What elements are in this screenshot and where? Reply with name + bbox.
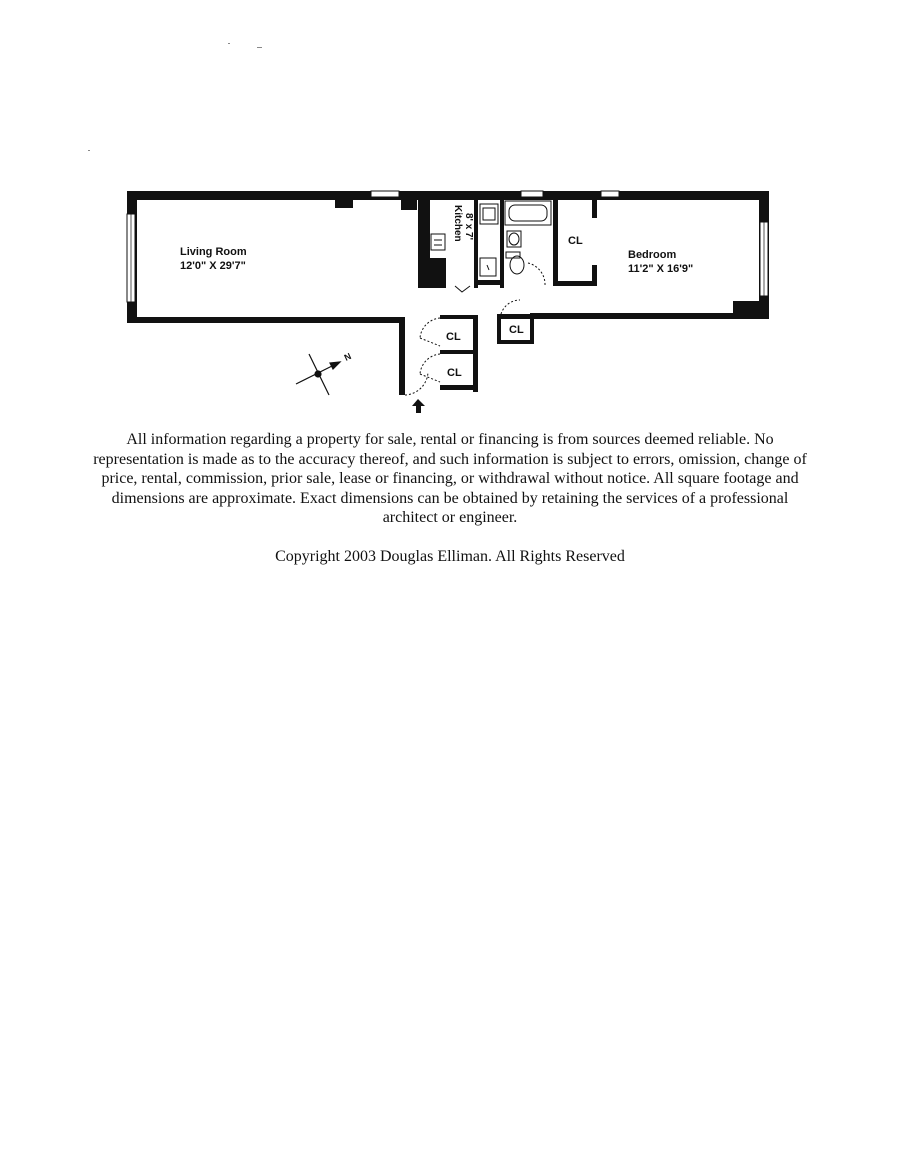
closet-label: CL	[509, 324, 524, 336]
floor-plan	[0, 0, 900, 430]
bedroom-name: Bedroom	[628, 249, 677, 261]
entry-arrow-icon	[412, 399, 425, 413]
bath-fixtures	[505, 201, 551, 285]
copyright-text: Copyright 2003 Douglas Elliman. All Rights Reserved	[275, 548, 625, 565]
closet-label: CL	[568, 235, 583, 247]
kitchen-name: Kitchen	[452, 205, 463, 242]
bedroom-dimensions: 11'2" X 16'9"	[628, 263, 694, 275]
compass-icon	[296, 354, 340, 395]
closet-label: CL	[446, 331, 461, 343]
exterior-walls	[127, 191, 769, 395]
living-room-dimensions: 12'0" X 29'7"	[180, 260, 246, 272]
living-room-name: Living Room	[180, 246, 247, 258]
north-label: N	[342, 351, 353, 363]
disclaimer-text: All information regarding a property for sale, rental or financing is from sources deemed reliable. No representation is made as to the accuracy thereof, and such information is subject to errors, omission, change of price, rental, commission, prior sale, lease or financing, or withdrawal without notice. All square footage and dimensions are approximate. Exact dimensions can be obtained by retaining the services of a professional architect or engineer.	[93, 431, 807, 526]
kitchen-dimensions: 8' x 7'	[463, 213, 474, 240]
closet-label: CL	[447, 367, 462, 379]
